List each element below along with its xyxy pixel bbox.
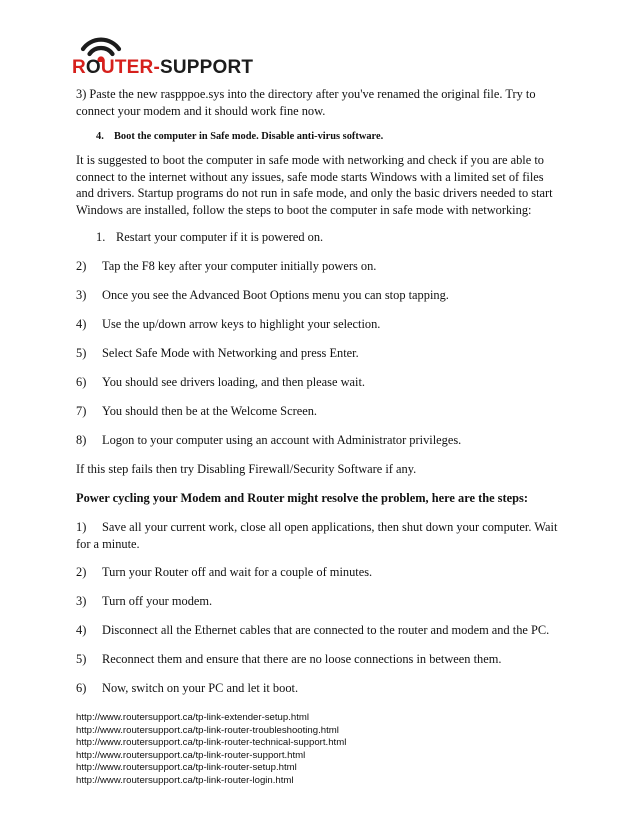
list-item: 1. Restart your computer if it is powered on. — [96, 230, 324, 244]
fallback-note: If this step fails then try Disabling Firewall/Security Software if any. — [76, 462, 417, 476]
logo-wordmark: ROUTER-SUPPORT — [72, 57, 254, 78]
list-item: 5) Reconnect them and ensure that there are no loose connections in between them. — [76, 652, 502, 666]
list-item: 6) You should see drivers loading, and then please wait. — [76, 375, 366, 389]
related-links — [76, 712, 346, 788]
step4-heading — [96, 129, 584, 146]
list-item: 4) Disconnect all the Ethernet cables that are connected to the router and modem and the PC. — [76, 623, 550, 637]
list-item: 7) You should then be at the Welcome Screen. — [76, 404, 317, 418]
link-router-technical-support[interactable]: http://www.routersupport.ca/tp-link-router-technical-support.html — [76, 737, 347, 749]
power-cycle-heading: Power cycling your Modem and Router might resolve the problem, here are the steps: — [76, 491, 528, 505]
intro-step-text: 3) Paste the new raspppoe.sys into the directory after you've renamed the original file. Try to connect your modem and it should work fine now. — [76, 87, 536, 118]
link-router-support[interactable]: http://www.routersupport.ca/tp-link-router-support.html — [76, 749, 306, 761]
step4-heading-text: Boot the computer in Safe mode. Disable anti-virus software. — [114, 131, 384, 142]
list-item: 6) Now, switch on your PC and let it boot. — [76, 681, 299, 695]
list-item: 4) Use the up/down arrow keys to highlight your selection. — [76, 317, 381, 331]
step4-number: 4. — [96, 131, 104, 142]
router-support-logo — [72, 32, 254, 78]
list-item: 2) Turn your Router off and wait for a couple of minutes. — [76, 565, 373, 579]
list-item: 8) Logon to your computer using an account with Administrator privileges. — [76, 433, 462, 447]
list-item: 3) Turn off your modem. — [76, 594, 213, 608]
link-router-setup[interactable]: http://www.routersupport.ca/tp-link-router-setup.html — [76, 762, 297, 774]
list-item: 5) Select Safe Mode with Networking and press Enter. — [76, 346, 359, 360]
link-extender-setup[interactable]: http://www.routersupport.ca/tp-link-extender-setup.html — [76, 712, 310, 723]
list-item: 1) Save all your current work, close all open applications, then shut down your computer. Wait for a minute. — [76, 520, 558, 551]
list-item: 2) Tap the F8 key after your computer initially powers on. — [76, 259, 377, 273]
safe-mode-paragraph: It is suggested to boot the computer in safe mode with networking and check if you are able to connect to the internet without any issues, safe mode starts Windows with a limited set of files and drivers. Startup programs do not run in safe mode, and only the basic drivers needed to start Windows are installed, follow the steps to boot the computer in safe mode with networking: — [76, 153, 553, 217]
list-item: 3) Once you see the Advanced Boot Options menu you can stop tapping. — [76, 288, 449, 302]
link-router-troubleshooting[interactable]: http://www.routersupport.ca/tp-link-router-troubleshooting.html — [76, 724, 339, 736]
link-router-login[interactable]: http://www.routersupport.ca/tp-link-router-login.html — [76, 774, 294, 786]
